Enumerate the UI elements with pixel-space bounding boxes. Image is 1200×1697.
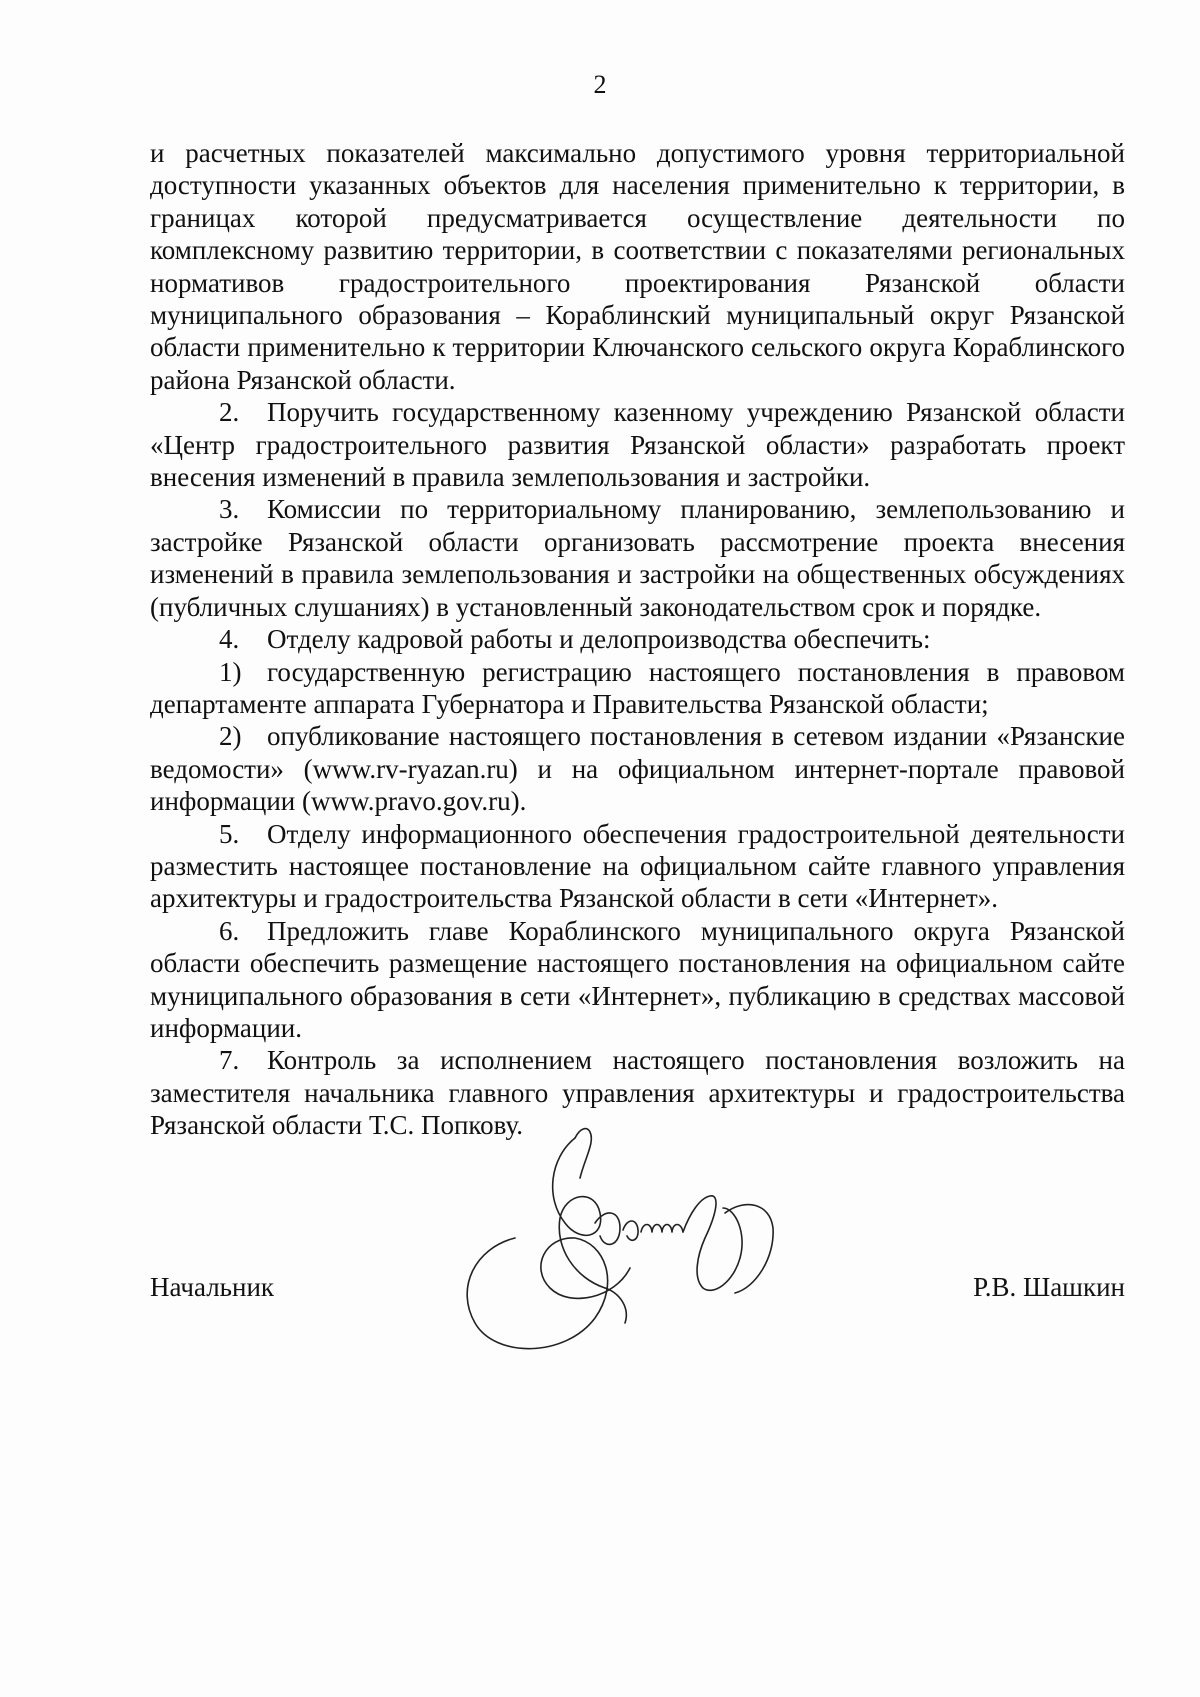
paragraph-text: Контроль за исполнением настоящего постановления возложить на заместителя начальника главного управления архитектуры и градостроительства Рязанской области Т.С. Попкову.: [150, 1045, 1125, 1141]
paragraph-text: Комиссии по территориальному планированию, землепользованию и застройке Рязанской области организовать рассмотрение проекта внесения изменений в правила землепользования и застройки на общественных обсуждениях (публичных слушаниях) в установленный законодательством срок и порядке.: [150, 494, 1125, 622]
signatory-title: Начальник: [150, 1272, 275, 1302]
paragraph-item-4: [150, 623, 1125, 655]
item-number: 1): [219, 656, 242, 687]
item-number: 2): [219, 721, 242, 752]
paragraph-text: и расчетных показателей максимально допустимого уровня территориальной доступности указанных объектов для населения применительно к территории, в границах которой предусматривается осуществление деятельности по комплексному развитию территории, в соответствии с показателями региональных нормативов градостроительного проектирования Рязанской области муниципального образования – Кораблинский муниципальный округ Рязанской области применительно к территории Ключанского сельского округа Кораблинского района Рязанской области.: [150, 138, 1125, 395]
paragraph-item-6: [150, 915, 1125, 1045]
handwritten-signature: [455, 1118, 785, 1368]
paragraph-item-2: [150, 396, 1125, 493]
paragraph-text: опубликование настоящего постановления в сетевом издании «Рязанские ведомости» (www.rv-ryazan.ru) и на официальном интернет-портале правовой информации (www.pravo.gov.ru).: [150, 721, 1125, 817]
signatory-name: Р.В. Шашкин: [973, 1272, 1125, 1302]
paragraph-item-5: [150, 818, 1125, 915]
signature-block: [150, 1272, 1125, 1312]
paragraph-subitem-2: [150, 720, 1125, 817]
paragraph-text: Отделу кадровой работы и делопроизводства обеспечить:: [267, 624, 931, 655]
paragraph-text: Отделу информационного обеспечения градостроительной деятельности разместить настоящее постановление на официальном сайте главного управления архитектуры и градостроительства Рязанской области в сети «Интернет».: [150, 818, 1125, 914]
item-number: 3.: [219, 494, 240, 525]
paragraph-text: Предложить главе Кораблинского муниципального округа Рязанской области обеспечить размещение настоящего постановления на официальном сайте муниципального образования в сети «Интернет», публикацию в средствах массовой информации.: [150, 915, 1125, 1043]
item-number: 5.: [219, 818, 240, 849]
paragraph-subitem-1: [150, 656, 1125, 721]
paragraph-continuation: [150, 137, 1125, 396]
paragraph-text: государственную регистрацию настоящего постановления в правовом департаменте аппарата Губернатора и Правительства Рязанской области;: [150, 656, 1125, 719]
document-body: [150, 137, 1125, 1142]
item-number: 7.: [219, 1045, 240, 1076]
page-number: 2: [593, 70, 607, 99]
item-number: 2.: [219, 397, 240, 428]
item-number: 6.: [219, 915, 240, 946]
item-number: 4.: [219, 624, 240, 655]
paragraph-text: Поручить государственному казенному учреждению Рязанской области «Центр градостроительного развития Рязанской области» разработать проект внесения изменений в правила землепользования и застройки.: [150, 397, 1125, 493]
paragraph-item-3: [150, 493, 1125, 623]
